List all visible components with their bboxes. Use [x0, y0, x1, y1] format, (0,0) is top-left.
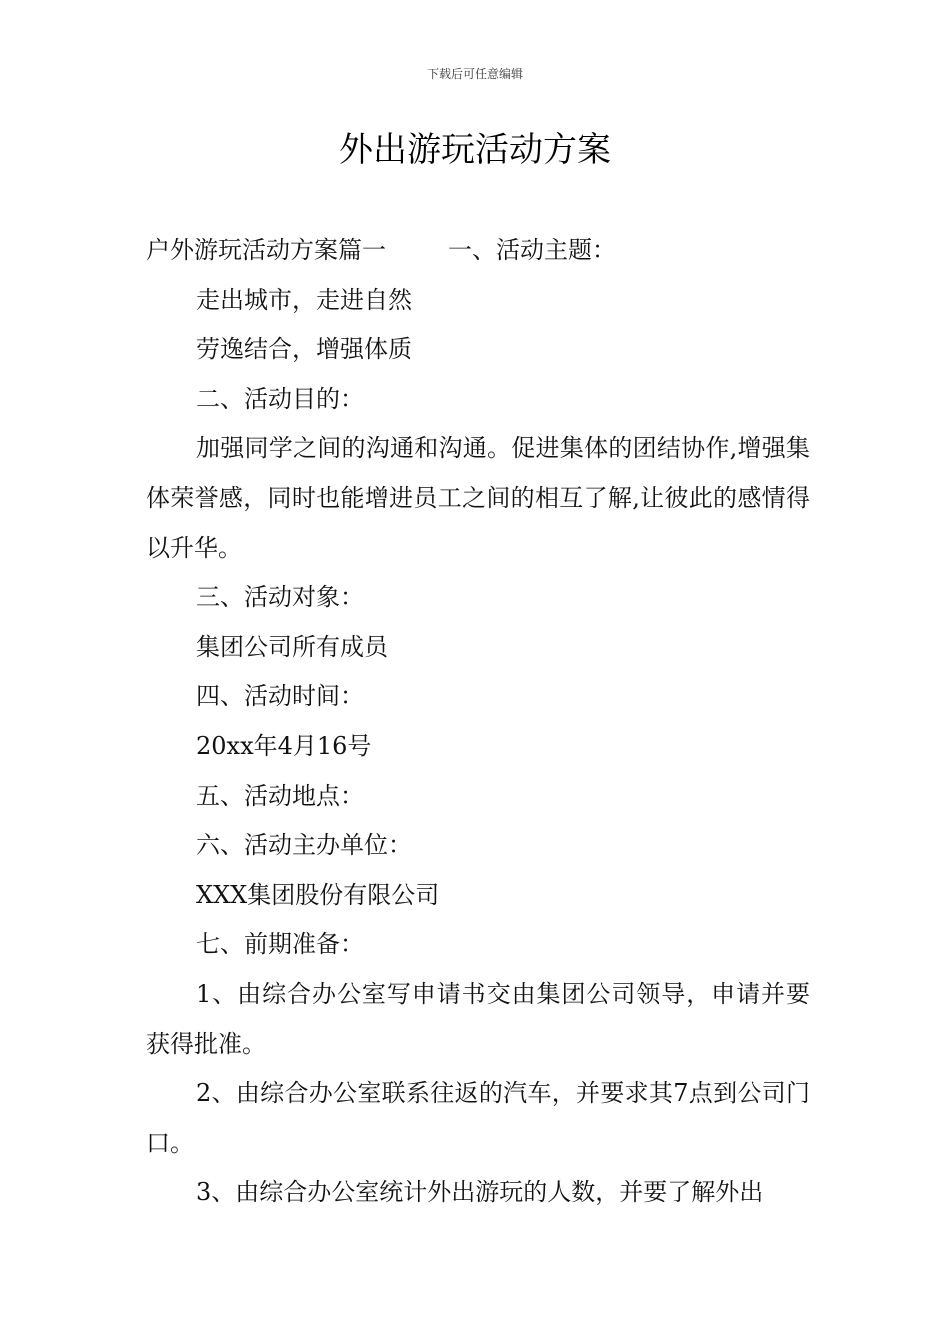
section-heading-target: 三、活动对象：	[196, 583, 364, 612]
purpose-paragraph: 加强同学之间的沟通和沟通。促进集体的团结协作,增强集体荣誉感，同时也能增进员工之间的相互了解,让彼此的感情得以升华。	[146, 434, 810, 562]
section-heading-preparation: 七、前期准备：	[196, 930, 364, 959]
organizer-line: XXX集团股份有限公司	[196, 880, 440, 909]
first-line	[146, 226, 810, 276]
section-heading-purpose: 二、活动目的：	[196, 384, 364, 413]
preparation-item-2: 2、由综合办公室联系往返的汽车，并要求其7点到公司门口。	[146, 1079, 810, 1157]
preparation-item-1: 1、由综合办公室写申请书交由集团公司领导，申请并要获得批准。	[146, 979, 810, 1058]
time-line: 20xx年4月16号	[196, 731, 372, 760]
preparation-item-3: 3、由综合办公室统计外出游玩的人数，并要了解外出	[196, 1178, 764, 1207]
section-heading-outdoor: 户外游玩活动方案篇一	[146, 236, 386, 264]
section-heading-organizer: 六、活动主办单位：	[196, 831, 412, 860]
target-line: 集团公司所有成员	[196, 632, 388, 661]
section-heading-time: 四、活动时间：	[196, 682, 364, 711]
section-heading-location: 五、活动地点：	[196, 781, 364, 810]
header-note: 下载后可任意编辑	[426, 67, 523, 81]
theme-line-1: 走出城市，走进自然	[196, 285, 412, 314]
document-title: 外出游玩活动方案	[339, 130, 611, 170]
theme-line-2: 劳逸结合，增强体质	[196, 335, 412, 364]
section-heading-theme: 一、活动主题：	[448, 236, 616, 264]
document-body	[146, 226, 810, 1218]
